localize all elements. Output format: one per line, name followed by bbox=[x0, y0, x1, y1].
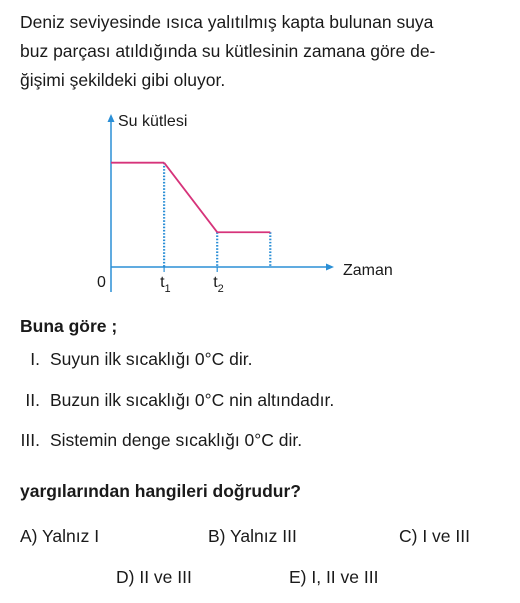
chart-series bbox=[111, 163, 270, 233]
y-axis-label: Su kütlesi bbox=[118, 113, 188, 130]
mass-time-chart bbox=[0, 100, 420, 300]
x-axis-label: Zaman bbox=[343, 262, 393, 279]
intro-line-3: ğişimi şekildeki gibi oluyor. bbox=[20, 70, 226, 90]
statement-1-text: Suyun ilk sıcaklığı 0°C dir. bbox=[50, 349, 253, 369]
statement-3 bbox=[20, 430, 303, 451]
option-c[interactable]: C) I ve III bbox=[399, 526, 470, 546]
chart-axes bbox=[108, 114, 335, 292]
intro-line-1: Deniz seviyesinde ısıca yalıtılmış kapta bulunan suya bbox=[20, 12, 434, 32]
origin-label: 0 bbox=[97, 274, 106, 291]
statement-2-number: II. bbox=[25, 390, 40, 410]
option-e[interactable]: E) I, II ve III bbox=[289, 567, 379, 587]
statement-1-number: I. bbox=[30, 349, 40, 369]
question-intro bbox=[20, 8, 500, 95]
x-tick-labels bbox=[160, 267, 224, 295]
option-d[interactable]: D) II ve III bbox=[116, 567, 192, 587]
statement-2 bbox=[25, 390, 335, 411]
statement-3-number: III. bbox=[20, 430, 40, 450]
intro-line-2: buz parçası atıldığında su kütlesinin zamana göre de- bbox=[20, 41, 436, 61]
chart-guides bbox=[164, 163, 270, 267]
option-a[interactable]: A) Yalnız I bbox=[20, 526, 100, 546]
question-text: yargılarından hangileri doğrudur? bbox=[20, 481, 301, 501]
x-tick-label-1: $t_1$ bbox=[160, 274, 171, 295]
option-b[interactable]: B) Yalnız III bbox=[208, 526, 297, 546]
series-segment-2 bbox=[164, 163, 217, 233]
statement-3-text: Sistemin denge sıcaklığı 0°C dir. bbox=[50, 430, 303, 450]
statement-1 bbox=[30, 349, 253, 370]
y-axis-arrow bbox=[108, 114, 115, 122]
question-stem: Buna göre ; bbox=[20, 316, 118, 336]
x-tick-label-2: $t_2$ bbox=[213, 274, 224, 295]
x-axis-arrow bbox=[326, 264, 334, 271]
statement-2-text: Buzun ilk sıcaklığı 0°C nin altındadır. bbox=[50, 390, 335, 410]
